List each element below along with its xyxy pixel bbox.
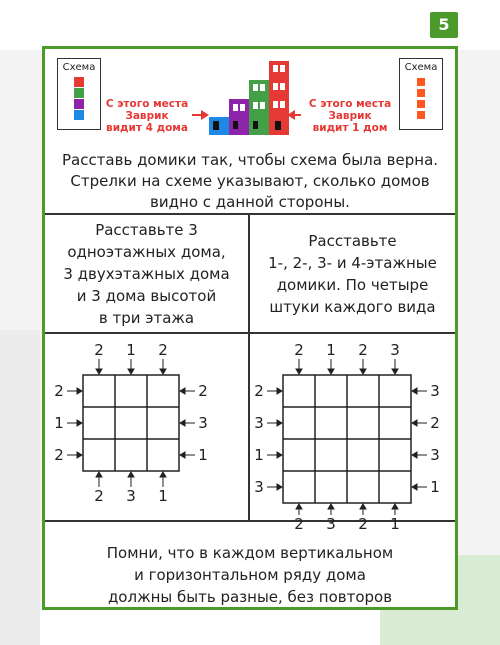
task-left-line-5: в три этажа bbox=[98, 309, 195, 327]
grid-right-bottom-2: 3 bbox=[326, 515, 336, 533]
task-right-line-4: штуки каждого вида bbox=[269, 298, 436, 316]
task-left-line-1: Расставьте 3 bbox=[95, 221, 198, 239]
reminder-line-1: Помни, что в каждом вертикальном bbox=[106, 544, 394, 562]
page-number: 5 bbox=[430, 12, 458, 38]
reminder-line-3: должны быть разные, без повторов bbox=[107, 588, 393, 606]
instruction-line-1: Расставь домики так, чтобы схема была верна. bbox=[61, 151, 439, 169]
grid-right-right-4: 1 bbox=[430, 478, 440, 496]
label-right-line-1: С этого места bbox=[308, 98, 392, 110]
grid-right-left-1: 2 bbox=[254, 382, 264, 400]
grid-right-left-3: 1 bbox=[254, 446, 264, 464]
page-gray-block bbox=[0, 330, 40, 645]
grid-left-right-2: 3 bbox=[198, 414, 208, 432]
grid-left-bottom-2: 3 bbox=[126, 487, 136, 505]
task-right-line-3: домики. По четыре bbox=[276, 276, 429, 294]
label-left-line-3: видит 4 дома bbox=[106, 122, 188, 134]
reminder-line-2: и горизонтальном ряду дома bbox=[134, 566, 366, 584]
grid-right-top-4: 3 bbox=[390, 341, 400, 359]
page-white-block bbox=[40, 610, 380, 645]
scheme-left-title: Схема bbox=[62, 62, 96, 73]
grid-left-right-1: 2 bbox=[198, 382, 208, 400]
grid-right-bottom-3: 2 bbox=[358, 515, 368, 533]
grid-left-top-1: 2 bbox=[94, 341, 104, 359]
grid-left-bottom-3: 1 bbox=[158, 487, 168, 505]
grid-right-top-3: 2 bbox=[358, 341, 368, 359]
task-left-line-3: 3 двухэтажных дома bbox=[63, 265, 230, 283]
grid-right-left-4: 3 bbox=[254, 478, 264, 496]
task-left-line-4: и 3 дома высотой bbox=[76, 287, 217, 305]
task-right-line-2: 1-, 2-, 3- и 4-этажные bbox=[268, 254, 437, 272]
grid-right-left-2: 3 bbox=[254, 414, 264, 432]
label-left-line-1: С этого места bbox=[105, 98, 189, 110]
grid-right-right-1: 3 bbox=[430, 382, 440, 400]
label-right-line-2: Заврик bbox=[328, 110, 372, 122]
exercise-frame bbox=[42, 46, 458, 610]
grid-right-right-2: 2 bbox=[430, 414, 440, 432]
grid-left-bottom-1: 2 bbox=[94, 487, 104, 505]
grid-left-right-3: 1 bbox=[198, 446, 208, 464]
grid-left-left-1: 2 bbox=[54, 382, 64, 400]
grid-left-top-2: 1 bbox=[126, 341, 136, 359]
task-left-line-2: одноэтажных дома, bbox=[67, 243, 226, 261]
grid-right-right-3: 3 bbox=[430, 446, 440, 464]
scheme-right-title: Схема bbox=[404, 62, 438, 73]
grid-right-top-1: 2 bbox=[294, 341, 304, 359]
label-right-line-3: видит 1 дом bbox=[312, 122, 388, 134]
grid-left-top-3: 2 bbox=[158, 341, 168, 359]
instruction-line-3: видно с данной стороны. bbox=[150, 193, 350, 211]
grid-left-left-3: 2 bbox=[54, 446, 64, 464]
grid-right-bottom-4: 1 bbox=[390, 515, 400, 533]
page-top-strip bbox=[0, 0, 500, 50]
grid-right-bottom-1: 2 bbox=[294, 515, 304, 533]
grid-left-left-2: 1 bbox=[54, 414, 64, 432]
grid-right-top-2: 1 bbox=[326, 341, 336, 359]
reminder-text bbox=[45, 542, 455, 608]
label-left-line-2: Заврик bbox=[125, 110, 169, 122]
task-right-line-1: Расставьте bbox=[308, 232, 397, 250]
instruction-line-2: Стрелки на схеме указывают, сколько домов bbox=[70, 172, 430, 190]
